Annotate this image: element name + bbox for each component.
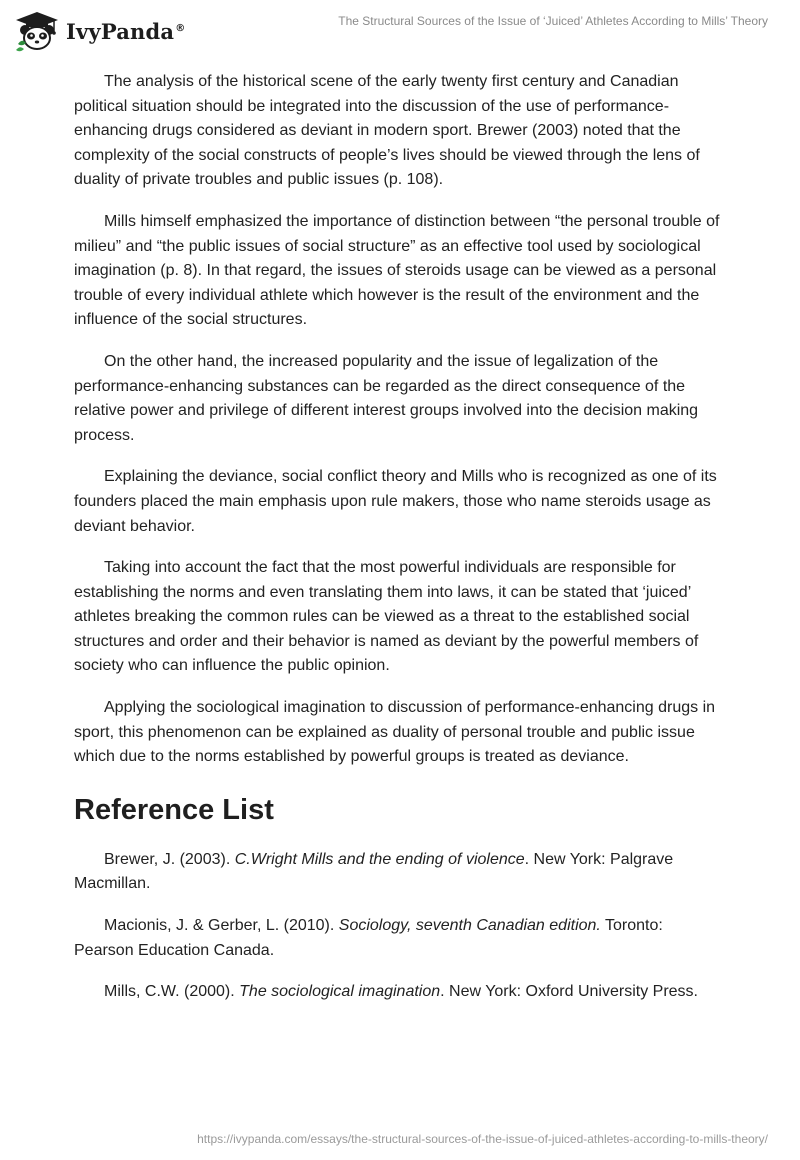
- essay-body: [74, 70, 724, 1022]
- reference-author-year: Macionis, J. & Gerber, L. (2010).: [104, 917, 339, 935]
- body-paragraph: The analysis of the historical scene of the early twenty first century and Canadian political situation should be integrated into the discussion of the use of performance-enhancing drugs considered as deviant in modern sport. Brewer (2003) noted that the complexity of the social constructs of people’s lives should be viewed through the lens of duality of private troubles and public issues (p. 108).: [74, 73, 700, 189]
- brand-name: IvyPanda®: [66, 18, 186, 44]
- body-paragraph: Mills himself emphasized the importance of distinction between “the personal trouble of milieu” and “the public issues of social structure” as an effective tool used by sociological imagination (p. 8). In that regard, the issues of steroids usage can be viewed as a personal trouble of every individual athlete which however is the result of the environment and the influence of the social structures.: [74, 212, 720, 329]
- body-paragraph: Applying the sociological imagination to discussion of performance-enhancing drugs in sport, this phenomenon can be explained as duality of personal trouble and public issue which due to the norms established by powerful groups is treated as deviance.: [74, 699, 716, 766]
- body-paragraph: Taking into account the fact that the most powerful individuals are responsible for establishing the norms and even translating them into laws, it can be stated that ‘juiced’ athletes breaking the common rules can be viewed as a threat to the established social structures and order and their behavior is named as deviant by the powerful members of society who can influence the public opinion.: [74, 559, 699, 675]
- reference-title: The sociological imagination: [239, 983, 441, 1001]
- page-header: [0, 0, 800, 60]
- reference-item: [74, 914, 724, 963]
- reference-author-year: Mills, C.W. (2000).: [104, 983, 240, 1001]
- reference-list-heading: Reference List: [74, 793, 274, 826]
- registered-mark: ®: [175, 22, 186, 34]
- reference-item: [74, 848, 724, 897]
- reference-publisher: . New York: Palgrave Macmillan.: [74, 850, 674, 893]
- reference-title: Sociology, seventh Canadian edition.: [338, 917, 601, 935]
- ivypanda-logo[interactable]: [14, 10, 185, 52]
- reference-publisher: . New York: Oxford University Press.: [440, 983, 698, 1001]
- panda-graduate-icon: [14, 10, 60, 52]
- reference-publisher: Toronto: Pearson Education Canada.: [74, 917, 663, 959]
- body-paragraph: Explaining the deviance, social conflict theory and Mills who is recognized as one of its founders placed the main emphasis upon rule makers, those who name steroids usage as deviant behavior.: [74, 468, 717, 535]
- source-url[interactable]: https://ivypanda.com/essays/the-structural-sources-of-the-issue-of-juiced-athletes-according-to-mills-theory/: [197, 1132, 768, 1146]
- reference-title: C.Wright Mills and the ending of violence: [234, 850, 525, 868]
- reference-item: [74, 980, 724, 1005]
- reference-author-year: Brewer, J. (2003).: [104, 850, 235, 868]
- document-title: The Structural Sources of the Issue of ‘Juiced’ Athletes According to Mills’ Theory: [338, 14, 768, 28]
- body-paragraph: On the other hand, the increased popularity and the issue of legalization of the performance-enhancing substances can be regarded as the direct consequence of the relative power and privilege of different interest groups involved into the decision making process.: [74, 352, 699, 444]
